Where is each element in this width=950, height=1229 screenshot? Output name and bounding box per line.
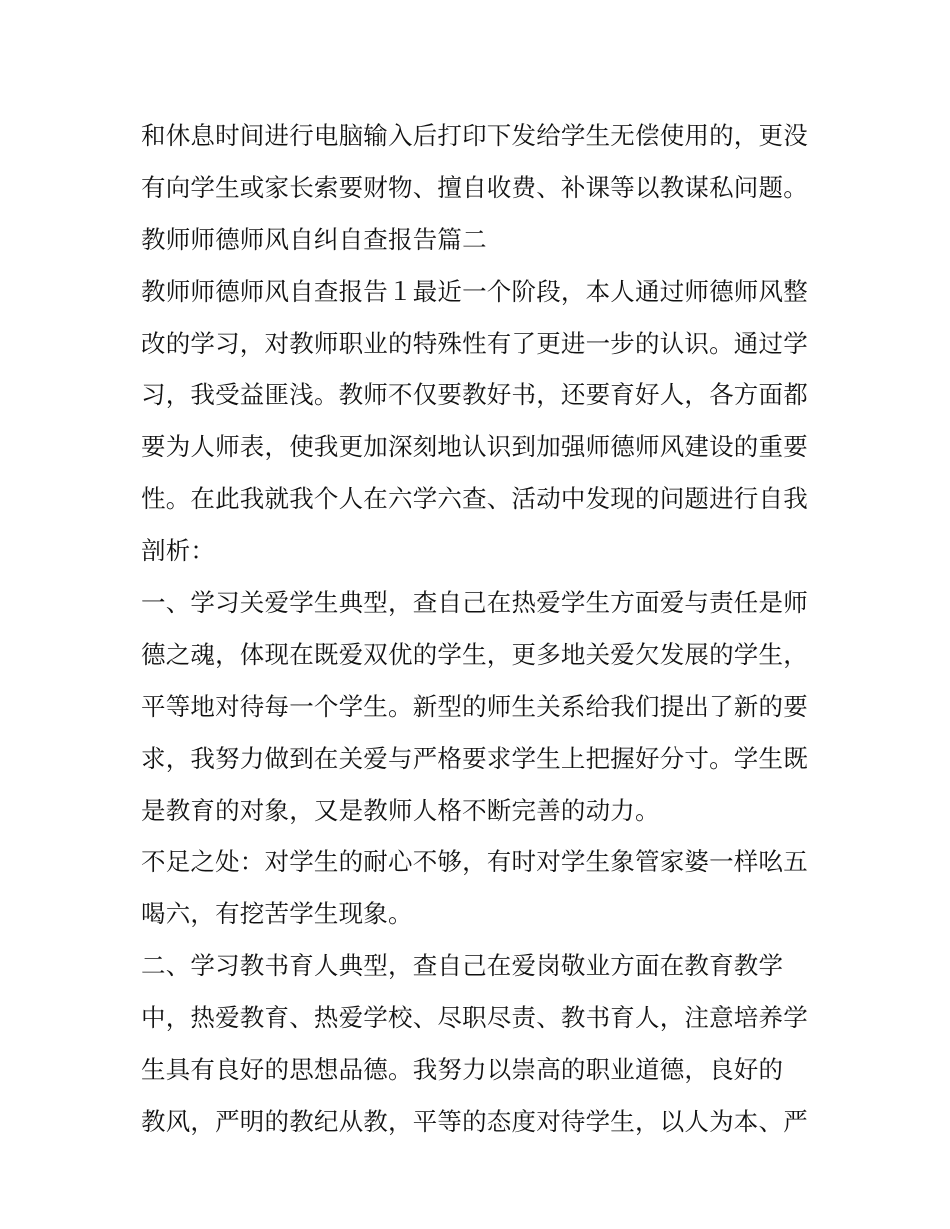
text-line: 德之魂，体现在既爱双优的学生，更多地关爱欠发展的学生，: [141, 639, 808, 669]
text-line: 不足之处：对学生的耐心不够，有时对学生象管家婆一样吆五: [141, 847, 808, 877]
text-line: 剖析：: [141, 536, 216, 566]
text-line: 习，我受益匪浅。教师不仅要教好书，还要育好人，各方面都: [141, 380, 808, 410]
text-line: 二、学习教书育人典型，查自己在爱岗敬业方面在教育教学: [141, 951, 784, 981]
text-line: 平等地对待每一个学生。新型的师生关系给我们提出了新的要: [141, 691, 808, 721]
text-line: 有向学生或家长索要财物、擅自收费、补课等以教谋私问题。: [141, 172, 808, 202]
section-heading: 教师师德师风自纠自查报告篇二: [141, 224, 487, 254]
text-line: 生具有良好的思想品德。我努力以崇高的职业道德，良好的: [141, 1055, 784, 1085]
text-line: 中，热爱教育、热爱学校、尽职尽责、教书育人，注意培养学: [141, 1003, 808, 1033]
text-line: 要为人师表，使我更加深刻地认识到加强师德师风建设的重要: [141, 432, 808, 462]
body-text: [141, 110, 821, 1148]
text-line: 是教育的对象，又是教师人格不断完善的动力。: [141, 795, 660, 825]
text-line: 喝六，有挖苦学生现象。: [141, 899, 413, 929]
text-line: 求，我努力做到在关爱与严格要求学生上把握好分寸。学生既: [141, 743, 808, 773]
text-line: 一、学习关爱学生典型，查自己在热爱学生方面爱与责任是师: [141, 588, 808, 618]
text-line: 性。在此我就我个人在六学六查、活动中发现的问题进行自我: [141, 484, 808, 514]
text-line: 和休息时间进行电脑输入后打印下发给学生无偿使用的，更没: [141, 121, 808, 150]
text-line: 改的学习，对教师职业的特殊性有了更进一步的认识。通过学: [141, 328, 808, 358]
text-line: 教师师德师风自查报告１最近一个阶段，本人通过师德师风整: [141, 276, 808, 306]
text-line: 教风，严明的教纪从教，平等的态度对待学生，以人为本、严: [141, 1106, 808, 1136]
